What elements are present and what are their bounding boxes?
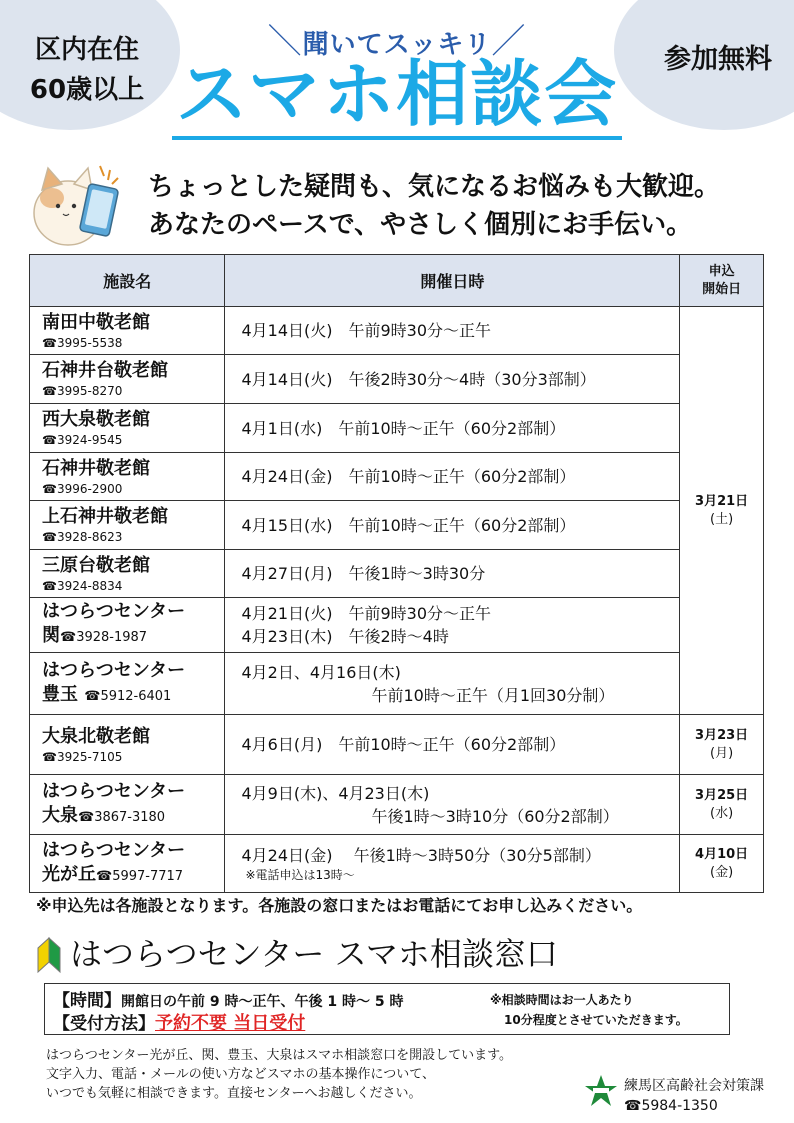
facility-tel: ☎3995-5538	[42, 335, 123, 350]
table-row	[30, 501, 764, 550]
datetime-line: 4月2日、4月16日(木)	[241, 662, 401, 682]
facility-name: はつらつセンター	[42, 601, 186, 622]
datetime-note: ※電話申込は13時～	[245, 868, 355, 882]
header-apply-line2: 開始日	[702, 281, 742, 297]
header-apply-start	[680, 255, 764, 307]
facility-cell	[30, 453, 225, 501]
facility-name-2	[42, 624, 224, 650]
datetime-cell	[225, 453, 680, 501]
apply-weekday: (土)	[710, 511, 734, 527]
datetime-cell	[225, 653, 680, 715]
consultation-time-note	[490, 990, 688, 1030]
facility-tel: ☎3924-8834	[42, 578, 123, 593]
datetime-line: 4月24日(金) 午前10時～正午（60分2部制）	[241, 467, 576, 486]
datetime-line: 4月6日(月) 午前10時～正午（60分2部制）	[241, 735, 566, 754]
footer-line2: 文字入力、電話・メールの使い方などスマホの基本操作について、	[46, 1067, 435, 1082]
reception-value: 予約不要 当日受付	[155, 1013, 306, 1034]
hours-row	[53, 986, 403, 1011]
facility-cell	[30, 355, 225, 404]
table-row	[30, 550, 764, 598]
header-apply-line1: 申込	[708, 263, 735, 279]
intro-text	[148, 168, 720, 244]
apply-weekday: (月)	[710, 745, 734, 761]
schedule-table	[29, 254, 764, 893]
table-row	[30, 598, 764, 653]
facility-name: 三原台敬老館	[42, 554, 150, 576]
intro-line1: ちょっとした疑問も、気になるお悩みも大歓迎。	[148, 172, 721, 202]
datetime-line: 4月14日(火) 午後2時30分～4時（30分3部制）	[241, 369, 596, 389]
datetime-cell	[225, 598, 680, 653]
apply-date: 3月23日	[695, 727, 749, 743]
facility-tel: ☎3996-2900	[42, 481, 123, 496]
intro-line2: あなたのペースで、やさしく個別にお手伝い。	[148, 210, 693, 240]
footer-line3: いつでも気軽に相談できます。直接センターへお越しください。	[46, 1086, 422, 1101]
table-row	[30, 835, 764, 893]
facility-tel: ☎3867-3180	[78, 809, 166, 825]
cat-with-phone-icon	[28, 158, 128, 248]
datetime-line: 4月15日(水) 午前10時～正午（60分2部制）	[241, 515, 576, 535]
hours-label: 【時間】	[53, 991, 121, 1011]
facility-cell	[30, 835, 225, 893]
facility-name-2	[42, 683, 224, 709]
subtitle-right-slash: ／	[491, 22, 527, 62]
datetime-cell	[225, 307, 680, 355]
table-row	[30, 355, 764, 404]
table-header-row	[30, 255, 764, 307]
table-row	[30, 653, 764, 715]
facility-cell	[30, 715, 225, 775]
facility-tel: ☎3925-7105	[42, 749, 123, 764]
nerima-ward-logo-icon	[584, 1074, 618, 1108]
subtitle-left-slash: ＼	[267, 22, 303, 62]
page-title	[0, 52, 794, 136]
datetime-cell	[225, 355, 680, 404]
note-line2: 10分程度とさせていただきます。	[504, 1013, 688, 1027]
facility-tel: ☎3928-1987	[60, 630, 148, 645]
free-label: 参加無料	[664, 44, 772, 75]
apply-weekday: (水)	[710, 805, 734, 821]
datetime-line: 午前10時～正午（月1回30分制）	[371, 685, 615, 705]
datetime-line: 4月9日(木)、4月23日(木)	[241, 783, 430, 803]
datetime-line: 4月21日(火) 午前9時30分～正午	[241, 604, 492, 623]
facility-tel: ☎3995-8270	[42, 384, 123, 398]
facility-name: 石神井敬老館	[42, 457, 150, 479]
subtitle-text: 聞いてスッキリ	[302, 30, 492, 60]
facility-tel: ☎5912-6401	[84, 688, 172, 704]
apply-date-cell	[680, 307, 764, 715]
facility-cell	[30, 307, 225, 355]
footer-line1: はつらつセンター光が丘、関、豊玉、大泉はスマホ相談窓口を開設しています。	[46, 1048, 513, 1063]
apply-date-cell	[680, 715, 764, 775]
facility-name-2-text: 豊玉	[42, 683, 78, 705]
table-row	[30, 775, 764, 835]
datetime-cell	[225, 835, 680, 893]
apply-date: 4月10日	[695, 846, 749, 862]
facility-cell	[30, 404, 225, 453]
facility-name-2	[42, 804, 224, 830]
facility-name: 南田中敬老館	[42, 311, 150, 333]
facility-name-2	[42, 863, 224, 889]
department-name: 練馬区高齢社会対策課	[624, 1078, 764, 1094]
department-tel: ☎5984-1350	[624, 1098, 718, 1114]
table-row	[30, 404, 764, 453]
apply-weekday: (金)	[710, 864, 734, 880]
facility-cell	[30, 653, 225, 715]
datetime-cell	[225, 501, 680, 550]
datetime-cell	[225, 550, 680, 598]
datetime-cell	[225, 715, 680, 775]
facility-name: 大泉北敬老館	[42, 725, 150, 747]
facility-name: はつらつセンター	[42, 659, 186, 681]
facility-name: 西大泉敬老館	[42, 409, 150, 430]
apply-date-cell	[680, 775, 764, 835]
apply-date: 3月25日	[695, 787, 749, 803]
consultation-window-title: はつらつセンター スマホ相談窓口	[70, 935, 558, 973]
facility-cell	[30, 550, 225, 598]
facility-cell	[30, 598, 225, 653]
datetime-line: 4月14日(火) 午前9時30分～正午	[241, 321, 492, 340]
datetime-line: 4月1日(水) 午前10時～正午（60分2部制）	[241, 418, 566, 438]
hours-value: 開館日の午前 9 時～正午、午後 1 時～ 5 時	[121, 994, 404, 1010]
datetime-line: 4月23日(木) 午後2時～4時	[241, 627, 449, 646]
datetime-line: 4月24日(金) 午後1時～3時50分（30分5部制）	[241, 846, 601, 865]
department-info	[624, 1076, 764, 1116]
application-notice: ※申込先は各施設となります。各施設の窓口またはお電話にてお申し込みください。	[36, 896, 643, 915]
facility-tel: ☎3924-9545	[42, 433, 123, 447]
datetime-cell	[225, 775, 680, 835]
header-facility: 施設名	[30, 255, 225, 307]
datetime-cell	[225, 404, 680, 453]
facility-name-2-text: 大泉	[42, 804, 78, 826]
apply-date-cell	[680, 835, 764, 893]
apply-date: 3月21日	[695, 493, 749, 509]
datetime-line: 4月27日(月) 午後1時～3時30分	[241, 564, 486, 583]
table-row	[30, 307, 764, 355]
facility-name: 上石神井敬老館	[42, 506, 168, 527]
consultation-window-box	[44, 983, 730, 1035]
reception-label: 【受付方法】	[53, 1014, 155, 1034]
header-datetime: 開催日時	[225, 255, 680, 307]
facility-cell	[30, 501, 225, 550]
facility-name: はつらつセンター	[42, 839, 186, 861]
table-row	[30, 715, 764, 775]
table-row	[30, 453, 764, 501]
note-line1: ※相談時間はお一人あたり	[490, 993, 634, 1007]
beginner-mark-icon	[36, 934, 62, 974]
eligibility-line2: 60歳以上	[29, 75, 145, 105]
footer-description	[46, 1046, 512, 1103]
facility-tel: ☎5997-7717	[96, 868, 184, 884]
facility-name-2-text: 光が丘	[42, 863, 96, 885]
eligibility-line1: 区内在住	[34, 35, 139, 65]
reception-row	[53, 1009, 305, 1035]
page-title-text: スマホ相談会	[172, 52, 623, 140]
facility-cell	[30, 775, 225, 835]
facility-name-2-text: 関	[42, 625, 60, 646]
facility-tel: ☎3928-8623	[42, 530, 123, 544]
datetime-line: 午後1時～3時10分（60分2部制）	[371, 806, 619, 826]
facility-name: 石神井台敬老館	[42, 360, 168, 381]
facility-name: はつらつセンター	[42, 780, 186, 802]
